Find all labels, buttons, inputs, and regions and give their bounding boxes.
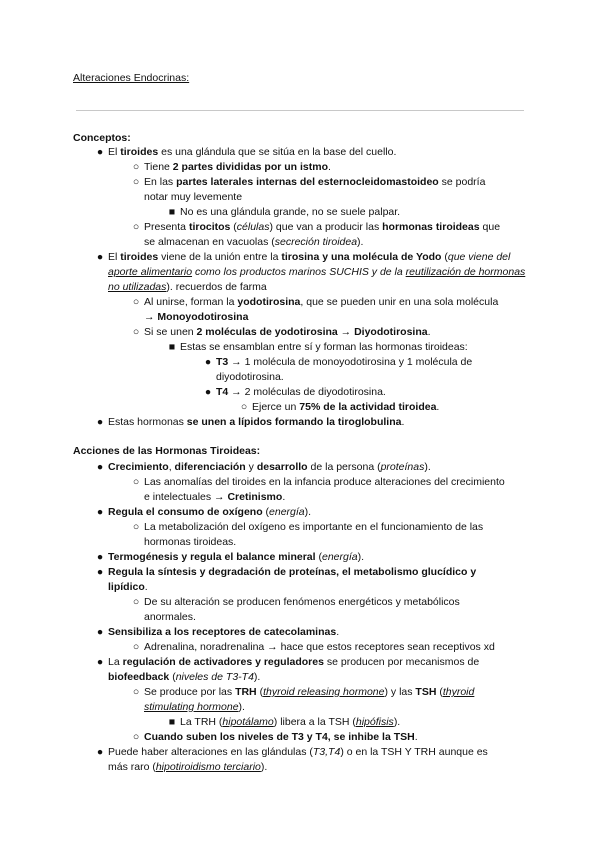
list-item: ○ Adrenalina, noradrenalina → hace que estos receptores sean receptivos xd [144, 640, 534, 655]
list-item: ○ Si se unen 2 moléculas de yodotirosina → Diyodotirosina. [144, 325, 534, 340]
circle-bullet-icon: ○ [240, 401, 248, 413]
bullet-icon: ● [96, 506, 104, 518]
list-item: ○ Tiene 2 partes divididas por un istmo. [144, 160, 534, 175]
list-item: ○ En las partes laterales internas del esternocleidomastoideo se podría notar muy levemente [144, 175, 534, 205]
circle-bullet-icon: ○ [132, 596, 140, 608]
list-item: ● T4 → 2 moléculas de diyodotirosina. [216, 385, 536, 400]
circle-bullet-icon: ○ [132, 521, 140, 533]
list-item: ○ De su alteración se producen fenómenos energéticos y metabólicos anormales. [144, 595, 534, 625]
bullet-icon: ● [96, 626, 104, 638]
bullet-icon: ● [96, 251, 104, 263]
bullet-icon: ● [96, 656, 104, 668]
bullet-icon: ● [96, 746, 104, 758]
bullet-icon: ● [96, 551, 104, 563]
circle-bullet-icon: ○ [132, 161, 140, 173]
list-item: ● El tiroides viene de la unión entre la tirosina y una molécula de Yodo (que viene del aporte alimentario como los productos marinos SUCHIS y de la reutilización de hormonas no utilizadas). recuerdos de farma [108, 250, 528, 295]
circle-bullet-icon: ○ [132, 686, 140, 698]
bullet-icon: ● [96, 416, 104, 428]
list-item: ● T3 → 1 molécula de monoyodotirosina y 1 molécula de diyodotirosina. [216, 355, 536, 385]
circle-bullet-icon: ○ [132, 296, 140, 308]
list-item: ■ Estas se ensamblan entre sí y forman las hormonas tiroideas: [180, 340, 540, 355]
list-item: ● Sensibiliza a los receptores de catecolaminas. [108, 625, 528, 640]
list-item: ○ Se produce por las TRH (thyroid releasing hormone) y las TSH (thyroid stimulating hormone). [144, 685, 534, 715]
circle-bullet-icon: ○ [132, 176, 140, 188]
bullet-icon: ● [96, 566, 104, 578]
circle-bullet-icon: ○ [132, 326, 140, 338]
circle-bullet-icon: ○ [132, 476, 140, 488]
list-item: ○ Ejerce un 75% de la actividad tiroidea. [252, 400, 542, 415]
bullet-icon: ● [96, 461, 104, 473]
list-item: ○ Al unirse, forman la yodotirosina, que se pueden unir en una sola molécula → Monoyodotirosina [144, 295, 534, 325]
list-item: ■ La TRH (hipotálamo) libera a la TSH (hipófisis). [180, 715, 540, 730]
horizontal-divider [76, 110, 524, 111]
list-item: ● Crecimiento, diferenciación y desarrollo de la persona (proteínas). [108, 460, 528, 475]
circle-bullet-icon: ○ [132, 731, 140, 743]
page-title: Alteraciones Endocrinas: [73, 72, 190, 84]
bullet-icon: ● [204, 356, 212, 368]
square-bullet-icon: ■ [168, 341, 176, 353]
list-item: ○ La metabolización del oxígeno es importante en el funcionamiento de las hormonas tiroideas. [144, 520, 534, 550]
list-item: ○ Presenta tirocitos (células) que van a producir las hormonas tiroideas que se almacenan en vacuolas (secreción tiroidea). [144, 220, 534, 250]
bullet-icon: ● [204, 386, 212, 398]
list-item: ● Regula la síntesis y degradación de proteínas, el metabolismo glucídico y lipídico. [108, 565, 528, 595]
list-item: ■ No es una glándula grande, no se suele palpar. [180, 205, 540, 220]
circle-bullet-icon: ○ [132, 641, 140, 653]
square-bullet-icon: ■ [168, 716, 176, 728]
section-heading-acciones: Acciones de las Hormonas Tiroideas: [73, 445, 261, 457]
list-item: ○ Las anomalías del tiroides en la infancia produce alteraciones del crecimiento e intelectuales → Cretinismo. [144, 475, 534, 505]
square-bullet-icon: ■ [168, 206, 176, 218]
list-item: ● Regula el consumo de oxígeno (energía). [108, 505, 528, 520]
list-item: ● Estas hormonas se unen a lípidos formando la tiroglobulina. [108, 415, 528, 430]
section-heading-conceptos: Conceptos: [73, 132, 131, 144]
list-item: ● Termogénesis y regula el balance mineral (energía). [108, 550, 528, 565]
list-item: ● Puede haber alteraciones en las glándulas (T3,T4) o en la TSH Y TRH aunque es más raro (hipotiroidismo terciario). [108, 745, 528, 775]
list-item: ● El tiroides es una glándula que se sitúa en la base del cuello. [108, 145, 528, 160]
bullet-icon: ● [96, 146, 104, 158]
list-item: ● La regulación de activadores y reguladores se producen por mecanismos de biofeedback (niveles de T3-T4). [108, 655, 528, 685]
list-item: ○ Cuando suben los niveles de T3 y T4, se inhibe la TSH. [144, 730, 534, 745]
circle-bullet-icon: ○ [132, 221, 140, 233]
